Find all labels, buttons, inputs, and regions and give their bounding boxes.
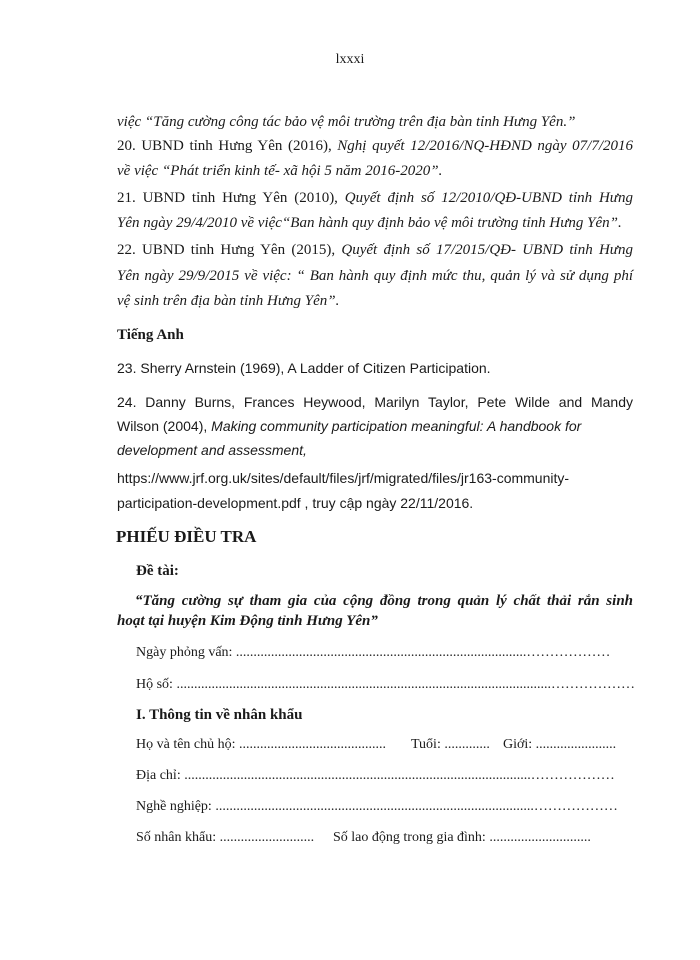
reference-22-author: 22. UBND tỉnh Hưng Yên (2015),: [117, 242, 342, 258]
household-members-field[interactable]: Số nhân khẩu: ...........................: [136, 830, 315, 845]
topic-label: Đề tài:: [136, 563, 179, 579]
reference-20-line-2: về việc “Phát triển kinh tế- xã hội 5 năm 2016-2020”.: [117, 163, 443, 179]
age-field[interactable]: Tuổi: .............: [411, 737, 490, 752]
reference-22-line-2: Yên ngày 29/9/2015 về việc: “ Ban hành quy định mức thu, quản lý và sử dụng phí: [117, 268, 633, 284]
reference-24-year: Wilson (2004),: [117, 418, 212, 434]
reference-22-line-1: [117, 242, 633, 259]
address-field[interactable]: Địa chỉ: ...................................................................................................………………: [136, 768, 615, 783]
household-number-field[interactable]: Hộ số: ...........................................................................................................………………: [136, 677, 635, 692]
reference-24-title: Making community participation meaningful: A handbook for: [211, 418, 582, 434]
english-heading: Tiếng Anh: [117, 327, 184, 343]
reference-21-title: Quyết định số 12/2010/QĐ-UBND tỉnh Hưng: [344, 190, 633, 206]
reference-24-line-2: [117, 418, 581, 434]
reference-24-access-date: participation-development.pdf , truy cập ngày 22/11/2016.: [117, 495, 474, 511]
reference-20-title: Nghị quyết 12/2016/NQ-HĐND ngày 07/7/2016: [337, 138, 633, 154]
reference-22-title: Quyết định số 17/2015/QĐ- UBND tỉnh Hưng: [341, 242, 633, 258]
occupation-field[interactable]: Nghề nghiệp: ...........................................................................................………………: [136, 799, 618, 814]
reference-24-url[interactable]: https://www.jrf.org.uk/sites/default/files/jrf/migrated/files/jr163-community-: [117, 470, 570, 486]
reference-20-line-1: [117, 138, 633, 155]
survey-title: PHIẾU ĐIỀU TRA: [116, 527, 257, 546]
interview-date-field[interactable]: Ngày phỏng vấn: ...................................................................................………………: [136, 645, 611, 660]
reference-19-continuation: việc “Tăng cường công tác bảo vệ môi trường trên địa bàn tỉnh Hưng Yên.”: [117, 114, 576, 130]
reference-24-line-3: development and assessment,: [117, 442, 307, 458]
page-number: lxxxi: [335, 52, 365, 67]
section-1-heading: I. Thông tin về nhân khẩu: [136, 707, 303, 723]
reference-21-line-1: [117, 190, 633, 207]
reference-21-author: 21. UBND tỉnh Hưng Yên (2010),: [117, 190, 345, 206]
gender-field[interactable]: Giới: .......................: [503, 737, 617, 752]
reference-24-line-1: 24. Danny Burns, Frances Heywood, Marilyn Taylor, Pete Wilde and Mandy: [117, 394, 633, 410]
topic-line-1: “Tăng cường sự tham gia của cộng đồng trong quản lý chất thải rắn sinh: [135, 593, 633, 609]
head-name-field[interactable]: Họ và tên chủ hộ: ..........................................: [136, 737, 387, 752]
topic-line-2: hoạt tại huyện Kim Động tỉnh Hưng Yên”: [117, 613, 378, 629]
labor-count-field[interactable]: Số lao động trong gia đình: .............................: [333, 830, 591, 845]
reference-20-author: 20. UBND tỉnh Hưng Yên (2016),: [117, 138, 338, 154]
reference-22-line-3: vệ sinh trên địa bàn tỉnh Hưng Yên”.: [117, 293, 340, 309]
reference-23: 23. Sherry Arnstein (1969), A Ladder of Citizen Participation.: [117, 360, 491, 376]
reference-21-line-2: Yên ngày 29/4/2010 về việc“Ban hành quy định bảo vệ môi trường tỉnh Hưng Yên”.: [117, 215, 622, 231]
